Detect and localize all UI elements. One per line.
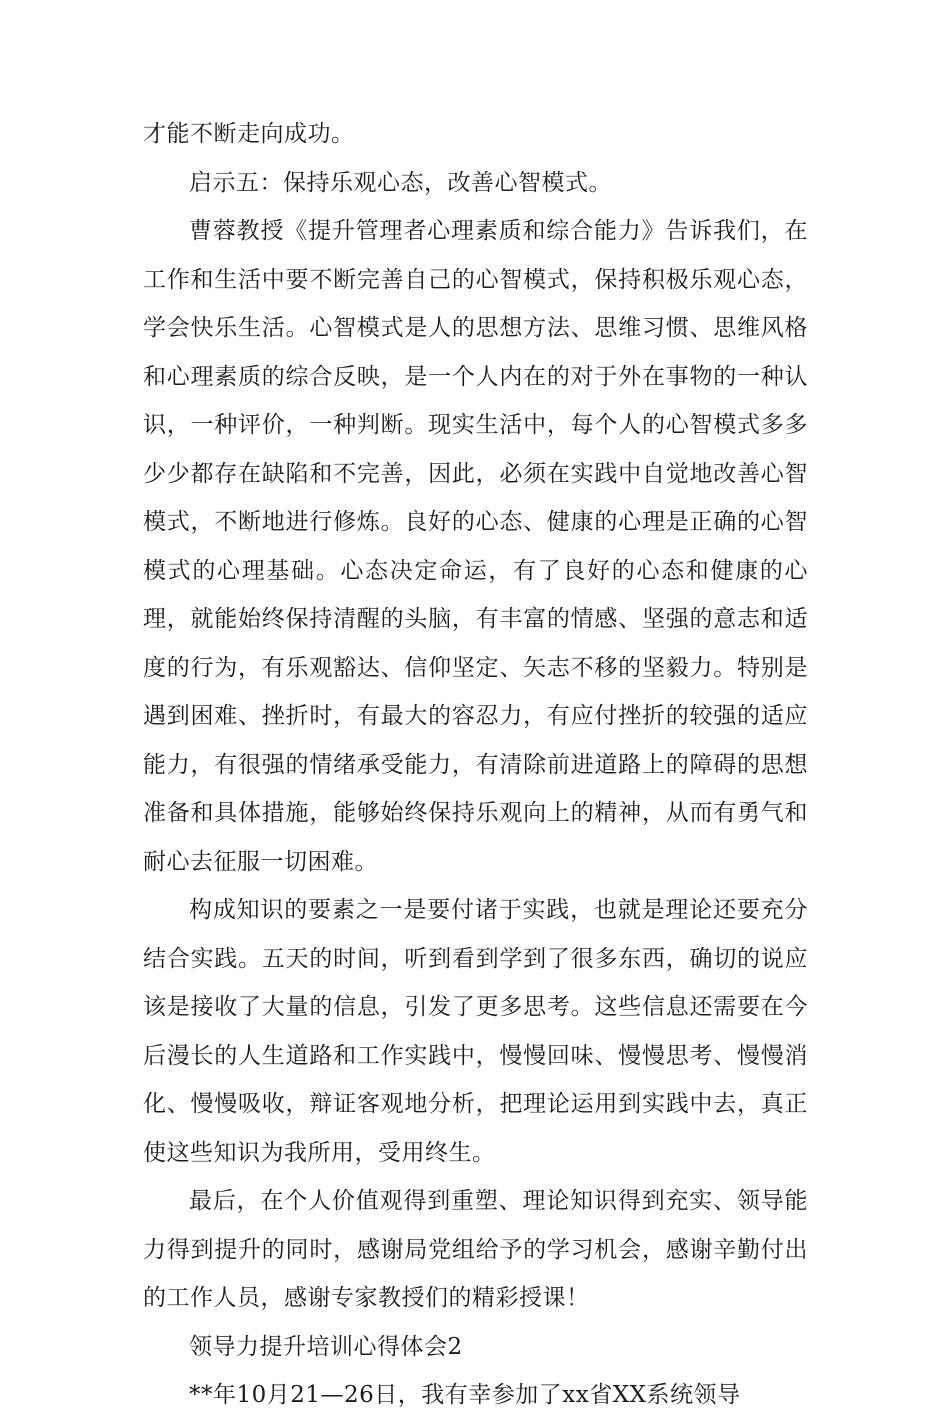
section-heading-insight-five: 启示五：保持乐观心态，改善心智模式。 [189,169,612,196]
paragraph-continuation: 才能不断走向成功。 [143,121,355,147]
paragraph-closing-thanks: 最后，在个人价值观得到重塑、理论知识得到充实、领导能力得到提升的同时，感谢局党组给予的学习机会，感谢辛勤付出的工作人员，感谢专家教授们的精彩授课！ [143,1188,808,1311]
document-body [143,110,808,1420]
paragraph-article-2-intro: **年10月21—26日，我有幸参加了xx省XX系统领导 [189,1382,741,1408]
paragraph-mental-model: 曹蓉教授《提升管理者心理素质和综合能力》告诉我们，在工作和生活中要不断完善自己的心智模式，保持积极乐观心态，学会快乐生活。心智模式是人的思想方法、思维习惯、思维风格和心理素质的综合反映，是一个人内在的对于外在事物的一种认识，一种评价，一种判断。现实生活中，每个人的心智模式多多少少都存在缺陷和不完善，因此，必须在实践中自觉地改善心智模式，不断地进行修炼。良好的心态、健康的心理是正确的心智模式的心理基础。心态决定命运，有了良好的心态和健康的心理，就能始终保持清醒的头脑，有丰富的情感、坚强的意志和适度的行为，有乐观豁达、信仰坚定、矢志不移的坚毅力。特别是遇到困难、挫折时，有最大的容忍力，有应付挫折的较强的适应能力，有很强的情绪承受能力，有清除前进道路上的障碍的思想准备和具体措施，能够始终保持乐观向上的精神，从而有勇气和耐心去征服一切困难。 [143,218,808,875]
article-title-2: 领导力提升培训心得体会2 [189,1333,463,1360]
paragraph-knowledge-practice: 构成知识的要素之一是要付诸于实践，也就是理论还要充分结合实践。五天的时间，听到看到学到了很多东西，确切的说应该是接收了大量的信息，引发了更多思考。这些信息还需要在今后漫长的人生道路和工作实践中，慢慢回味、慢慢思考、慢慢消化、慢慢吸收，辩证客观地分析，把理论运用到实践中去，真正使这些知识为我所用，受用终生。 [143,897,808,1166]
